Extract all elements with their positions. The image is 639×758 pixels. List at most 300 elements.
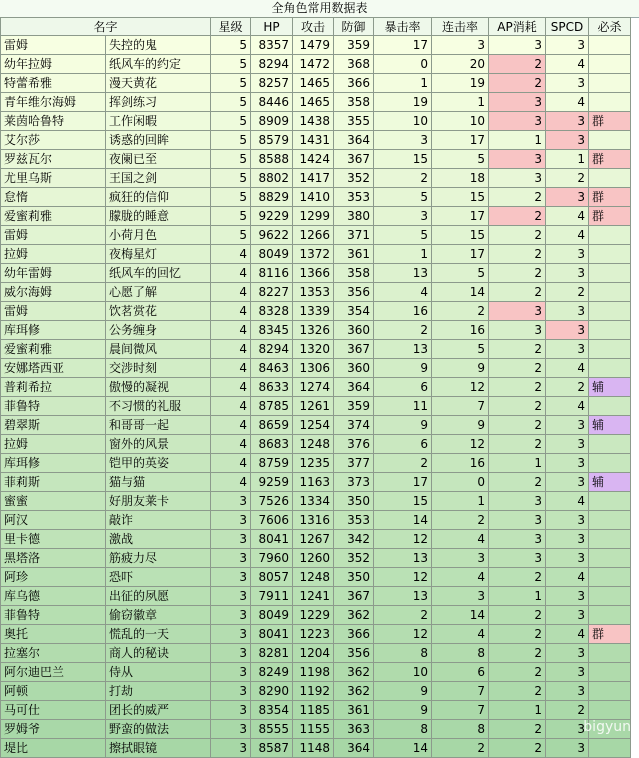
table-cell-spcd: 3: [546, 644, 589, 663]
table-cell-name: 青年维尔海姆: [1, 93, 106, 112]
table-cell-title: 夜梅星灯: [106, 245, 211, 264]
table-cell-star: 4: [211, 340, 251, 359]
table-cell-combo: 5: [432, 150, 489, 169]
table-cell-skill: [589, 264, 631, 283]
table-cell-title: 疯狂的信仰: [106, 188, 211, 207]
table-cell-title: 铠甲的英姿: [106, 454, 211, 473]
table-row: [1, 606, 631, 625]
table-cell-skill: [589, 55, 631, 74]
table-cell-ap: 2: [489, 283, 546, 302]
table-row: [1, 264, 631, 283]
table-cell-ap: 2: [489, 207, 546, 226]
table-cell-atk: 1260: [293, 549, 334, 568]
table-cell-skill: [589, 511, 631, 530]
table-cell-ap: 2: [489, 397, 546, 416]
header-ap: AP消耗: [489, 18, 546, 36]
table-cell-hp: 8294: [251, 55, 293, 74]
table-cell-ap: 2: [489, 644, 546, 663]
table-cell-hp: 8659: [251, 416, 293, 435]
table-cell-atk: 1339: [293, 302, 334, 321]
table-cell-title: 失控的鬼: [106, 36, 211, 55]
table-cell-def: 371: [334, 226, 374, 245]
table-cell-title: 纸风车的回忆: [106, 264, 211, 283]
table-cell-title: 饮茗赏花: [106, 302, 211, 321]
table-cell-name: 莱茵哈鲁特: [1, 112, 106, 131]
table-cell-def: 377: [334, 454, 374, 473]
table-cell-atk: 1326: [293, 321, 334, 340]
table-cell-star: 3: [211, 663, 251, 682]
table-cell-crit: 3: [374, 207, 432, 226]
table-cell-crit: 1: [374, 74, 432, 93]
table-row: [1, 568, 631, 587]
table-cell-def: 361: [334, 245, 374, 264]
table-cell-skill: 辅: [589, 473, 631, 492]
table-row: [1, 112, 631, 131]
table-cell-combo: 4: [432, 568, 489, 587]
table-cell-hp: 8257: [251, 74, 293, 93]
table-cell-star: 4: [211, 264, 251, 283]
table-cell-name: 拉塞尔: [1, 644, 106, 663]
table-cell-combo: 12: [432, 378, 489, 397]
table-cell-ap: 2: [489, 568, 546, 587]
table-cell-hp: 8909: [251, 112, 293, 131]
table-cell-combo: 8: [432, 644, 489, 663]
table-cell-skill: [589, 245, 631, 264]
table-cell-ap: 3: [489, 549, 546, 568]
header-spcd: SPCD: [546, 18, 589, 36]
table-cell-def: 358: [334, 93, 374, 112]
table-cell-skill: [589, 663, 631, 682]
table-cell-atk: 1204: [293, 644, 334, 663]
table-cell-ap: 2: [489, 720, 546, 739]
table-cell-skill: 群: [589, 207, 631, 226]
table-cell-crit: 12: [374, 625, 432, 644]
table-cell-star: 3: [211, 625, 251, 644]
table-row: [1, 283, 631, 302]
table-cell-crit: 17: [374, 36, 432, 55]
table-cell-atk: 1248: [293, 435, 334, 454]
table-cell-hp: 8290: [251, 682, 293, 701]
table-cell-atk: 1465: [293, 74, 334, 93]
table-cell-crit: 4: [374, 283, 432, 302]
table-row: [1, 549, 631, 568]
table-cell-def: 352: [334, 169, 374, 188]
table-cell-title: 心愿了解: [106, 283, 211, 302]
table-cell-def: 376: [334, 435, 374, 454]
table-cell-crit: 9: [374, 416, 432, 435]
table-cell-hp: 9622: [251, 226, 293, 245]
table-cell-spcd: 3: [546, 549, 589, 568]
table-row: [1, 131, 631, 150]
table-cell-crit: 16: [374, 302, 432, 321]
table-cell-crit: 13: [374, 587, 432, 606]
table-cell-skill: [589, 587, 631, 606]
table-cell-atk: 1163: [293, 473, 334, 492]
table-cell-name: 罗兹瓦尔: [1, 150, 106, 169]
table-cell-atk: 1417: [293, 169, 334, 188]
table-cell-star: 5: [211, 207, 251, 226]
table-row: [1, 93, 631, 112]
table-row: [1, 625, 631, 644]
table-cell-name: 艾尔莎: [1, 131, 106, 150]
table-cell-def: 350: [334, 492, 374, 511]
table-cell-title: 慌乱的一天: [106, 625, 211, 644]
table-cell-spcd: 4: [546, 93, 589, 112]
table-cell-name: 特蕾希雅: [1, 74, 106, 93]
table-cell-atk: 1316: [293, 511, 334, 530]
table-cell-combo: 17: [432, 131, 489, 150]
table-cell-atk: 1366: [293, 264, 334, 283]
table-cell-name: 菲鲁特: [1, 606, 106, 625]
table-cell-spcd: 4: [546, 492, 589, 511]
table-cell-star: 3: [211, 701, 251, 720]
table-cell-star: 4: [211, 359, 251, 378]
table-row: [1, 701, 631, 720]
table-cell-def: 363: [334, 720, 374, 739]
table-cell-combo: 14: [432, 606, 489, 625]
table-cell-title: 朦胧的睡意: [106, 207, 211, 226]
table-cell-hp: 8049: [251, 245, 293, 264]
table-cell-crit: 10: [374, 112, 432, 131]
table-cell-crit: 15: [374, 492, 432, 511]
table-cell-atk: 1465: [293, 93, 334, 112]
table-cell-spcd: 2: [546, 701, 589, 720]
table-cell-name: 阿汉: [1, 511, 106, 530]
table-cell-ap: 2: [489, 739, 546, 758]
table-cell-ap: 3: [489, 302, 546, 321]
table-cell-title: 筋疲力尽: [106, 549, 211, 568]
table-cell-hp: 8829: [251, 188, 293, 207]
table-cell-name: 罗姆爷: [1, 720, 106, 739]
table-cell-def: 360: [334, 359, 374, 378]
table-cell-title: 打劫: [106, 682, 211, 701]
table-cell-title: 夜阑已至: [106, 150, 211, 169]
table-cell-spcd: 3: [546, 416, 589, 435]
table-cell-hp: 9229: [251, 207, 293, 226]
table-cell-def: 356: [334, 644, 374, 663]
table-cell-title: 晨间微风: [106, 340, 211, 359]
table-cell-crit: 19: [374, 93, 432, 112]
table-cell-skill: [589, 739, 631, 758]
character-stats-table: [0, 17, 631, 758]
table-cell-atk: 1424: [293, 150, 334, 169]
table-cell-skill: [589, 359, 631, 378]
table-cell-hp: 8683: [251, 435, 293, 454]
table-cell-ap: 2: [489, 359, 546, 378]
table-cell-spcd: 4: [546, 359, 589, 378]
table-cell-title: 激战: [106, 530, 211, 549]
table-cell-ap: 1: [489, 131, 546, 150]
table-cell-atk: 1410: [293, 188, 334, 207]
table-cell-spcd: 3: [546, 245, 589, 264]
table-cell-combo: 15: [432, 188, 489, 207]
table-cell-spcd: 3: [546, 112, 589, 131]
table-cell-atk: 1472: [293, 55, 334, 74]
table-cell-ap: 2: [489, 74, 546, 93]
table-cell-def: 367: [334, 340, 374, 359]
table-cell-def: 380: [334, 207, 374, 226]
table-cell-def: 367: [334, 150, 374, 169]
table-cell-ap: 3: [489, 36, 546, 55]
table-cell-atk: 1235: [293, 454, 334, 473]
table-cell-atk: 1372: [293, 245, 334, 264]
table-cell-ap: 2: [489, 606, 546, 625]
table-cell-spcd: 4: [546, 226, 589, 245]
table-row: [1, 682, 631, 701]
table-cell-star: 3: [211, 511, 251, 530]
table-cell-ap: 2: [489, 245, 546, 264]
table-cell-skill: [589, 340, 631, 359]
table-cell-ap: 2: [489, 340, 546, 359]
table-cell-atk: 1192: [293, 682, 334, 701]
table-row: [1, 55, 631, 74]
table-cell-combo: 3: [432, 36, 489, 55]
table-cell-title: 公务缠身: [106, 321, 211, 340]
table-cell-crit: 8: [374, 720, 432, 739]
table-cell-spcd: 1: [546, 150, 589, 169]
table-cell-star: 3: [211, 720, 251, 739]
table-cell-name: 怠惰: [1, 188, 106, 207]
table-cell-atk: 1320: [293, 340, 334, 359]
table-cell-hp: 8802: [251, 169, 293, 188]
table-row: [1, 302, 631, 321]
table-cell-def: 350: [334, 568, 374, 587]
table-cell-combo: 1: [432, 492, 489, 511]
table-cell-star: 4: [211, 454, 251, 473]
table-row: [1, 473, 631, 492]
table-cell-title: 纸风车的约定: [106, 55, 211, 74]
header-hp: HP: [251, 18, 293, 36]
table-cell-spcd: 4: [546, 625, 589, 644]
table-cell-crit: 2: [374, 606, 432, 625]
table-cell-atk: 1438: [293, 112, 334, 131]
table-cell-title: 猫与猫: [106, 473, 211, 492]
table-cell-skill: [589, 568, 631, 587]
table-cell-name: 菲莉斯: [1, 473, 106, 492]
table-cell-combo: 6: [432, 663, 489, 682]
table-cell-skill: 辅: [589, 416, 631, 435]
table-cell-title: 敲诈: [106, 511, 211, 530]
table-cell-crit: 13: [374, 264, 432, 283]
table-cell-ap: 2: [489, 264, 546, 283]
table-cell-crit: 2: [374, 169, 432, 188]
table-cell-title: 和哥哥一起: [106, 416, 211, 435]
table-cell-star: 4: [211, 473, 251, 492]
table-cell-star: 5: [211, 226, 251, 245]
table-cell-name: 爱蜜莉雅: [1, 207, 106, 226]
table-cell-hp: 8555: [251, 720, 293, 739]
table-cell-ap: 2: [489, 55, 546, 74]
table-cell-ap: 2: [489, 682, 546, 701]
table-cell-ap: 3: [489, 112, 546, 131]
table-cell-name: 阿尔迪巴兰: [1, 663, 106, 682]
table-cell-def: 364: [334, 131, 374, 150]
table-cell-skill: [589, 321, 631, 340]
table-cell-title: 漫天黄花: [106, 74, 211, 93]
table-cell-star: 3: [211, 739, 251, 758]
table-cell-name: 幼年雷姆: [1, 264, 106, 283]
table-cell-crit: 3: [374, 131, 432, 150]
table-cell-hp: 8345: [251, 321, 293, 340]
table-cell-title: 挥剑练习: [106, 93, 211, 112]
table-cell-atk: 1198: [293, 663, 334, 682]
table-cell-ap: 2: [489, 435, 546, 454]
table-cell-skill: [589, 682, 631, 701]
table-cell-hp: 8294: [251, 340, 293, 359]
table-cell-name: 雷姆: [1, 36, 106, 55]
table-cell-hp: 8759: [251, 454, 293, 473]
table-cell-name: 堤比: [1, 739, 106, 758]
table-cell-name: 库乌德: [1, 587, 106, 606]
table-cell-combo: 20: [432, 55, 489, 74]
table-row: [1, 150, 631, 169]
table-cell-def: 353: [334, 188, 374, 207]
table-cell-crit: 17: [374, 473, 432, 492]
table-row: [1, 36, 631, 55]
table-cell-spcd: 4: [546, 568, 589, 587]
table-cell-crit: 9: [374, 682, 432, 701]
table-cell-name: 爱蜜莉雅: [1, 340, 106, 359]
table-cell-crit: 12: [374, 568, 432, 587]
table-cell-ap: 1: [489, 587, 546, 606]
table-cell-name: 库珥修: [1, 454, 106, 473]
table-row: [1, 416, 631, 435]
table-cell-crit: 1: [374, 245, 432, 264]
table-row: [1, 340, 631, 359]
table-cell-star: 3: [211, 549, 251, 568]
table-cell-hp: 9259: [251, 473, 293, 492]
table-cell-ap: 2: [489, 188, 546, 207]
table-cell-title: 团长的威严: [106, 701, 211, 720]
table-cell-star: 5: [211, 55, 251, 74]
table-cell-hp: 8249: [251, 663, 293, 682]
table-cell-ap: 3: [489, 511, 546, 530]
table-cell-title: 野蛮的做法: [106, 720, 211, 739]
header-skill: 必杀: [589, 18, 631, 36]
table-row: [1, 511, 631, 530]
table-cell-hp: 8357: [251, 36, 293, 55]
table-cell-def: 355: [334, 112, 374, 131]
table-cell-title: 交涉时刻: [106, 359, 211, 378]
table-cell-def: 359: [334, 397, 374, 416]
table-cell-spcd: 3: [546, 435, 589, 454]
table-cell-combo: 8: [432, 720, 489, 739]
table-cell-spcd: 3: [546, 587, 589, 606]
table-row: [1, 226, 631, 245]
table-cell-combo: 2: [432, 302, 489, 321]
table-cell-name: 幼年拉姆: [1, 55, 106, 74]
table-cell-ap: 3: [489, 150, 546, 169]
table-cell-atk: 1431: [293, 131, 334, 150]
table-row: [1, 359, 631, 378]
header-row: [1, 18, 631, 36]
page-title: 全角色常用数据表: [0, 0, 639, 18]
table-cell-name: 普莉希拉: [1, 378, 106, 397]
table-cell-def: 364: [334, 739, 374, 758]
table-cell-title: 诱惑的回眸: [106, 131, 211, 150]
table-cell-star: 5: [211, 93, 251, 112]
table-cell-def: 362: [334, 682, 374, 701]
table-cell-spcd: 3: [546, 188, 589, 207]
table-cell-skill: [589, 530, 631, 549]
table-cell-star: 5: [211, 112, 251, 131]
table-cell-title: 偷窃徽章: [106, 606, 211, 625]
table-cell-spcd: 3: [546, 264, 589, 283]
table-cell-skill: [589, 606, 631, 625]
table-cell-crit: 0: [374, 55, 432, 74]
table-cell-star: 4: [211, 416, 251, 435]
table-cell-hp: 8579: [251, 131, 293, 150]
table-cell-combo: 2: [432, 739, 489, 758]
table-cell-def: 366: [334, 74, 374, 93]
table-cell-spcd: 3: [546, 739, 589, 758]
table-cell-combo: 7: [432, 701, 489, 720]
table-cell-atk: 1155: [293, 720, 334, 739]
table-cell-ap: 1: [489, 701, 546, 720]
table-cell-combo: 9: [432, 416, 489, 435]
table-row: [1, 245, 631, 264]
table-cell-title: 不习惯的礼服: [106, 397, 211, 416]
table-cell-crit: 12: [374, 530, 432, 549]
table-cell-star: 4: [211, 302, 251, 321]
table-cell-combo: 15: [432, 226, 489, 245]
table-cell-combo: 18: [432, 169, 489, 188]
table-cell-spcd: 3: [546, 530, 589, 549]
table-cell-spcd: 3: [546, 302, 589, 321]
table-cell-star: 5: [211, 36, 251, 55]
table-cell-combo: 2: [432, 511, 489, 530]
table-cell-skill: [589, 397, 631, 416]
table-cell-star: 4: [211, 245, 251, 264]
table-cell-ap: 2: [489, 663, 546, 682]
table-cell-hp: 8328: [251, 302, 293, 321]
table-cell-atk: 1266: [293, 226, 334, 245]
table-cell-spcd: 3: [546, 321, 589, 340]
table-cell-spcd: 3: [546, 36, 589, 55]
table-row: [1, 530, 631, 549]
table-cell-hp: 8057: [251, 568, 293, 587]
table-cell-hp: 8227: [251, 283, 293, 302]
table-cell-skill: 群: [589, 188, 631, 207]
table-cell-atk: 1306: [293, 359, 334, 378]
table-cell-def: 356: [334, 283, 374, 302]
table-row: [1, 169, 631, 188]
table-cell-crit: 6: [374, 435, 432, 454]
table-cell-spcd: 2: [546, 283, 589, 302]
table-cell-def: 364: [334, 378, 374, 397]
table-cell-combo: 4: [432, 625, 489, 644]
table-cell-combo: 12: [432, 435, 489, 454]
table-cell-name: 里卡德: [1, 530, 106, 549]
table-cell-def: 353: [334, 511, 374, 530]
header-def: 防御: [334, 18, 374, 36]
table-cell-name: 蜜蜜: [1, 492, 106, 511]
table-cell-def: 359: [334, 36, 374, 55]
table-cell-spcd: 4: [546, 207, 589, 226]
table-cell-star: 3: [211, 530, 251, 549]
table-row: [1, 739, 631, 758]
table-cell-spcd: 3: [546, 682, 589, 701]
table-cell-star: 5: [211, 74, 251, 93]
table-cell-crit: 10: [374, 663, 432, 682]
table-cell-ap: 3: [489, 93, 546, 112]
table-cell-crit: 6: [374, 378, 432, 397]
table-cell-spcd: 3: [546, 511, 589, 530]
table-cell-name: 奥托: [1, 625, 106, 644]
table-cell-star: 3: [211, 644, 251, 663]
table-row: [1, 587, 631, 606]
table-cell-name: 雷姆: [1, 302, 106, 321]
